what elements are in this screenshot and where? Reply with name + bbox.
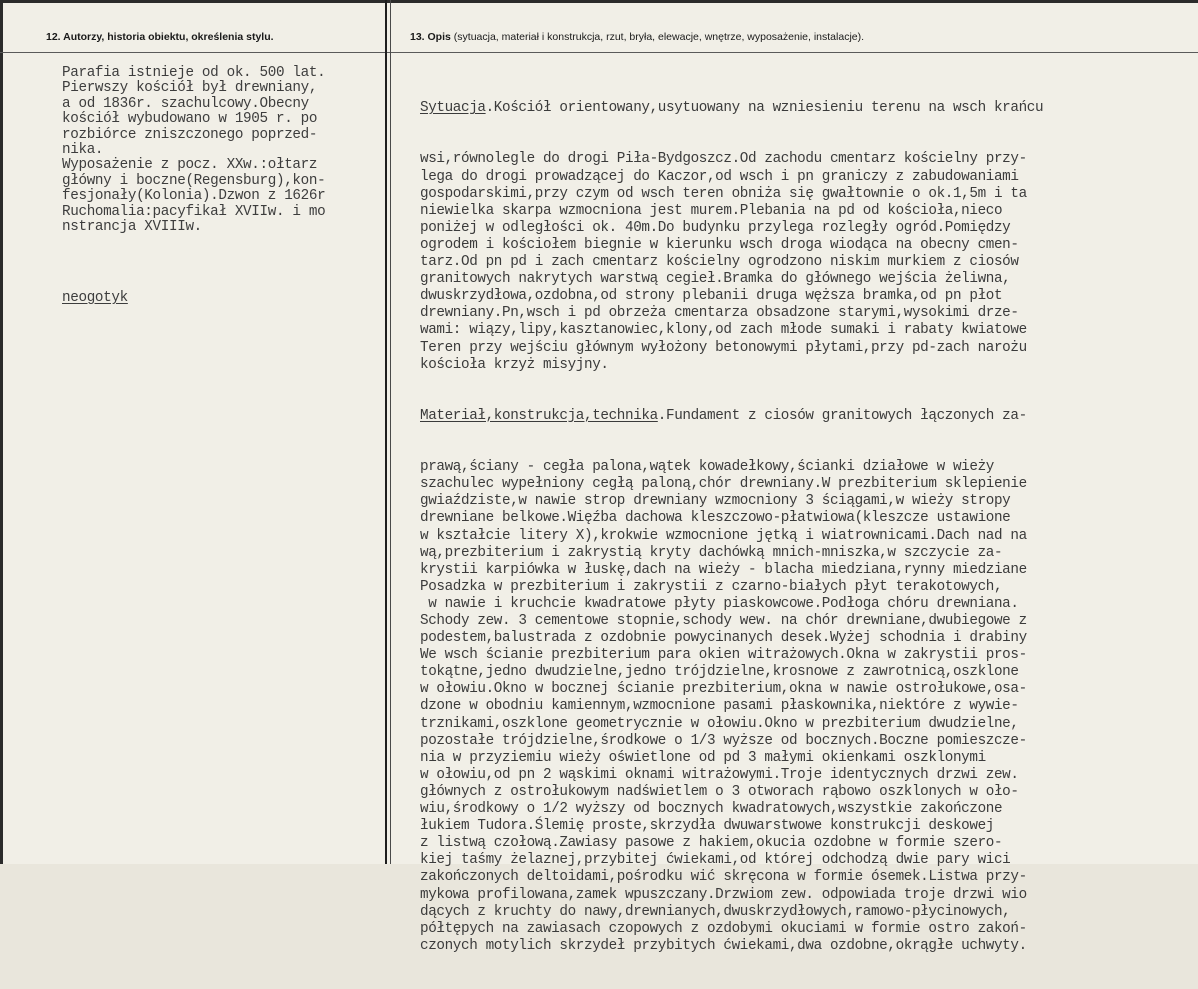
text-line: kiej taśmy żelaznej,przybitej ćwiekami,od której odchodzą dwie pary wici	[420, 852, 1011, 869]
text-line: półtępych na zawiasach czopowych z ozdobymi okuciami w formie ostro zakoń-	[420, 920, 1027, 937]
text-line: tarz.Od pn pd i zach cmentarz kościelny ogrodzono niskim murkiem z ciosów	[420, 254, 1019, 271]
section-12-header: 12. Autorzy, historia obiektu, określenia stylu.	[46, 31, 274, 43]
text-line: Schody zew. 3 cementowe stopnie,schody wew. na chór drewniane,dwubiegowe z	[420, 613, 1027, 629]
text-line: pozostałe trójdzielne,środkowe o 1/3 wyższe od bocznych.Boczne pomieszcze-	[420, 732, 1027, 749]
section-heading-situation: Sytuacja	[420, 100, 486, 117]
description-text	[420, 66, 1192, 989]
situation-paragraph	[420, 151, 1192, 373]
text-line: rozbiórce zniszczonego poprzed-	[62, 126, 318, 143]
header-divider	[0, 52, 1198, 53]
text-line: dących z kruchty do nawy,drewnianych,dwuskrzydłowych,ramowo-płycinowych,	[420, 903, 1011, 920]
text-line: wą,prezbiterium i zakrystią kryty dachówką mnich-mniszka,w szczycie za-	[420, 544, 1003, 561]
section-13-number: 13. Opis	[410, 31, 451, 43]
text-line: gospodarskimi,przy czym od wsch teren obniża się gwałtownie o ok.1,5m i ta	[420, 185, 1027, 202]
text-line: Teren przy wejściu głównym wyłożony betonowymi płytami,przy pd-zach narożu	[420, 339, 1027, 356]
text-line	[420, 408, 1192, 425]
text-line: główny i boczne(Regensburg),kon-	[62, 172, 326, 189]
text-line: wiu,środkowy o 1/2 wyższy od bocznych kwadratowych,wszystkie zakończone	[420, 801, 1003, 818]
text-line: Posadzka w prezbiterium i zakrystii z czarno-białych płyt terakotowych,	[420, 578, 1003, 595]
text-line: drewniany.Pn,wsch i pd obrzeża cmentarza obsadzone starymi,wysokimi drze-	[420, 305, 1019, 322]
material-paragraph	[420, 459, 1192, 955]
text-line: trznikami,oszklone geometrycznie w ołowiu.Okno w prezbiterium dwudzielne,	[420, 715, 1019, 732]
text-line: Parafia istnieje od ok. 500 lat.	[62, 65, 326, 81]
left-border	[0, 0, 3, 864]
text-line: niewielka skarpa wzmocniona jest murem.Plebania na pd od kościoła,nieco	[420, 202, 1003, 219]
text-line: poniżej w odległości ok. 40m.Do budynku przylega rozległy ogród.Pomiędzy	[420, 219, 1011, 236]
text-line: w kształcie litery X),krokwie wzmocnione jętką i wiatrownicami.Dach nad na	[420, 527, 1027, 544]
text-line: szachulec wypełniony cegłą paloną,chór drewniany.W prezbiterium sklepienie	[420, 476, 1027, 493]
text-line: prawą,ściany - cegła palona,wątek kowadełkowy,ścianki działowe w wieży	[420, 459, 994, 476]
text-line: wami: wiązy,lipy,kasztanowiec,klony,od zach młode sumaki i rabaty kwiatowe	[420, 322, 1027, 339]
top-border	[0, 0, 1198, 3]
text-line: kościół wybudowano w 1905 r. po	[62, 111, 318, 128]
text-line: drewniane belkowe.Więźba dachowa kleszczowo-płatwiowa(kleszcze ustawione	[420, 510, 1011, 527]
text-line: Pierwszy kościół był drewniany,	[62, 80, 318, 97]
history-text	[62, 66, 388, 235]
text-line: lega do drogi prowadzącej do Kaczor,od wsch i pn graniczy z zabudowaniami	[420, 168, 1019, 185]
text-line: nia w przyziemiu wieży oświetlone od pd 3 małymi okienkami oszklonymi	[420, 749, 986, 766]
text-line: łukiem Tudora.Ślemię proste,skrzydła dwuwarstwowe konstrukcji deskowej	[420, 818, 994, 835]
text-line: w nawie i kruchcie kwadratowe płyty piaskowcowe.Podłoga chóru drewniana.	[420, 595, 1019, 612]
text-line	[420, 100, 1192, 117]
text-line: ogrodem i kościołem biegnie w kierunku wsch droga wiodąca na obecny cmen-	[420, 236, 1019, 253]
text-line: tokątne,jedno dwudzielne,jedno trójdzielne,krosnowe z zawrotnicą,oszklone	[420, 664, 1019, 681]
text-line: wsi,równolegle do drogi Piła-Bydgoszcz.Od zachodu cmentarz kościelny przy-	[420, 151, 1027, 168]
text-line: granitowych nakrytych warstwą cegieł.Bramka do głównego wejścia żeliwna,	[420, 271, 1011, 288]
text-line: czonych motylich skrzydeł przybitych ćwiekami,dwa ozdobne,okrągłe uchwyty.	[420, 937, 1027, 954]
text-line: głównych z ostrołukowym nadświetlem o 3 otworach rąbowo oszklonych w oło-	[420, 783, 1019, 800]
text-line: z listwą czołową.Zawiasy pasowe z hakiem,okucia ozdobne w formie szero-	[420, 835, 1003, 852]
text-line-rest: .Kościół orientowany,usytuowany na wzniesieniu terenu na wsch krańcu	[485, 100, 1044, 117]
section-heading-material: Materiał,konstrukcja,technika	[420, 407, 658, 424]
text-line: Ruchomalia:pacyfikał XVIIw. i mo	[62, 203, 326, 220]
text-line: mykowa profilowana,zamek wpuszczany.Drzwiom zew. odpowiada troje drzwi wio	[420, 886, 1027, 903]
text-line: krystii karpiówka w łuskę,dach na wieży - blacha miedziana,rynny miedziane	[420, 561, 1027, 578]
text-line: podestem,balustrada z ozdobnie powycinanych desek.Wyżej schodnia i drabiny	[420, 630, 1027, 647]
column-divider-inner	[390, 0, 391, 864]
text-line: nstrancja XVIIIw.	[62, 218, 202, 235]
text-line: Wyposażenie z pocz. XXw.:ołtarz	[62, 157, 318, 174]
text-line: w ołowiu.Okno w bocznej ścianie prezbiterium,okna w nawie ostrołukowe,osa-	[420, 681, 1027, 698]
text-line: zakończonych deltoidami,pośrodku wić skręcona w formie ósemek.Listwa przy-	[420, 869, 1027, 886]
section-13-header	[410, 31, 864, 43]
style-label: neogotyk	[62, 290, 128, 306]
text-line: nika.	[62, 141, 104, 158]
text-line: w ołowiu,od pn 2 wąskimi oknami witrażowymi.Troje identycznych drzwi zew.	[420, 766, 1019, 783]
text-line: a od 1836r. szachulcowy.Obecny	[62, 95, 309, 112]
text-line: kościoła krzyż misyjny.	[420, 356, 609, 373]
text-line: dzone w obodniu kamiennym,wzmocnione pasami płaskownika,niektóre z wywie-	[420, 698, 1019, 715]
text-line: fesjonały(Kolonia).Dzwon z 1626r	[62, 188, 326, 205]
text-line: dwuskrzydłowa,ozdobna,od strony plebanii druga węższa bramka,od pn płot	[420, 288, 1003, 305]
text-line: gwiaździste,w nawie strop drewniany wzmocniony 3 ściągami,w wieży stropy	[420, 493, 1011, 510]
section-13-title: (sytuacja, materiał i konstrukcja, rzut, bryła, elewacje, wnętrze, wyposażenie, instalacje).	[450, 31, 865, 43]
text-line: We wsch ścianie prezbiterium para okien witrażowych.Okna w zakrystii pros-	[420, 647, 1027, 664]
text-line-rest: .Fundament z ciosów granitowych łączonych za-	[657, 407, 1027, 424]
